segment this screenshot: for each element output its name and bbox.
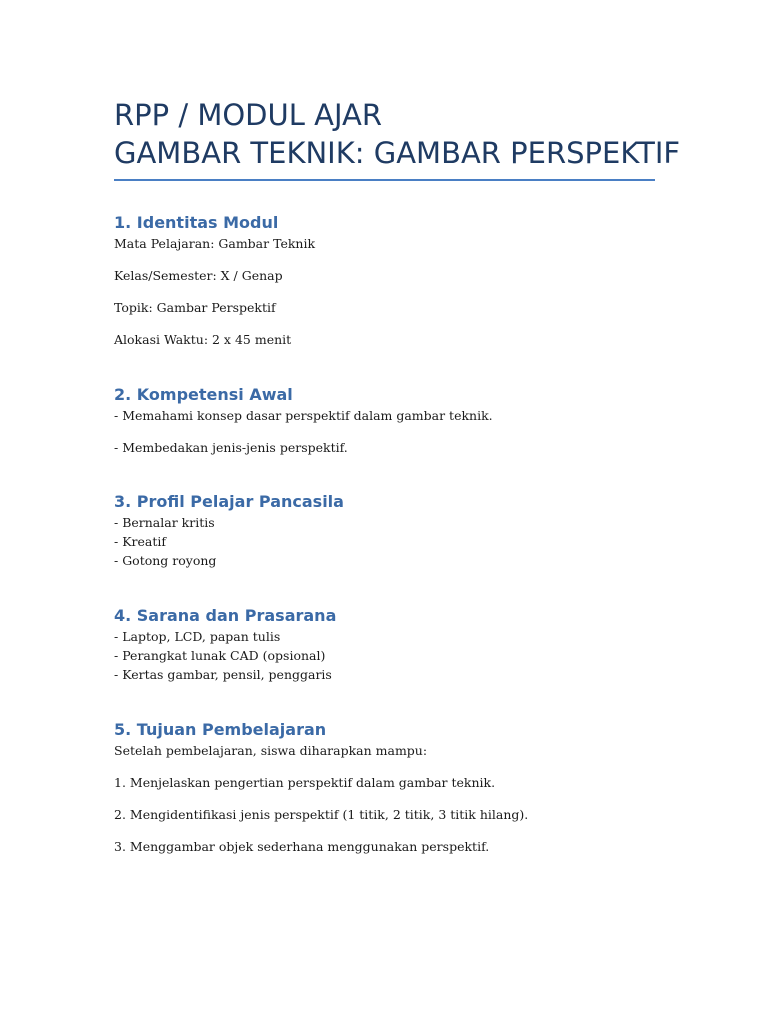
list-line: - Bernalar kritis bbox=[114, 515, 215, 530]
paragraph: 3. Menggambar objek sederhana menggunakan perspektif. bbox=[114, 839, 490, 854]
paragraph: Topik: Gambar Perspektif bbox=[114, 300, 276, 315]
section-heading: 5. Tujuan Pembelajaran bbox=[114, 720, 327, 739]
paragraph: Alokasi Waktu: 2 x 45 menit bbox=[114, 332, 292, 347]
paragraph: 2. Mengidentifikasi jenis perspektif (1 titik, 2 titik, 3 titik hilang). bbox=[114, 807, 529, 822]
list-line: - Laptop, LCD, papan tulis bbox=[114, 629, 281, 644]
paragraph: Setelah pembelajaran, siswa diharapkan mampu: bbox=[114, 743, 428, 758]
document-title bbox=[114, 96, 681, 172]
paragraph: - Membedakan jenis-jenis perspektif. bbox=[114, 440, 348, 455]
section-heading: 4. Sarana dan Prasarana bbox=[114, 606, 337, 625]
section-heading: 1. Identitas Modul bbox=[114, 213, 279, 232]
paragraph: 1. Menjelaskan pengertian perspektif dalam gambar teknik. bbox=[114, 775, 496, 790]
paragraph: Mata Pelajaran: Gambar Teknik bbox=[114, 236, 316, 251]
title-line-1: RPP / MODUL AJAR bbox=[114, 98, 382, 132]
title-line-2: GAMBAR TEKNIK: GAMBAR PERSPEKTIF bbox=[114, 136, 681, 170]
list-line: - Perangkat lunak CAD (opsional) bbox=[114, 648, 326, 663]
paragraph: - Memahami konsep dasar perspektif dalam gambar teknik. bbox=[114, 408, 493, 423]
section-profil-pelajar-pancasila bbox=[114, 491, 674, 570]
title-divider bbox=[114, 179, 655, 181]
section-heading: 3. Profil Pelajar Pancasila bbox=[114, 492, 344, 511]
section-sarana-prasarana bbox=[114, 605, 674, 684]
list-line: - Kreatif bbox=[114, 534, 167, 549]
section-heading: 2. Kompetensi Awal bbox=[114, 385, 293, 404]
list-line: - Kertas gambar, pensil, penggaris bbox=[114, 667, 332, 682]
section-identitas-modul bbox=[114, 212, 674, 349]
paragraph: Kelas/Semester: X / Genap bbox=[114, 268, 283, 283]
section-kompetensi-awal bbox=[114, 384, 674, 457]
section-tujuan-pembelajaran bbox=[114, 719, 674, 856]
list-line: - Gotong royong bbox=[114, 553, 217, 568]
